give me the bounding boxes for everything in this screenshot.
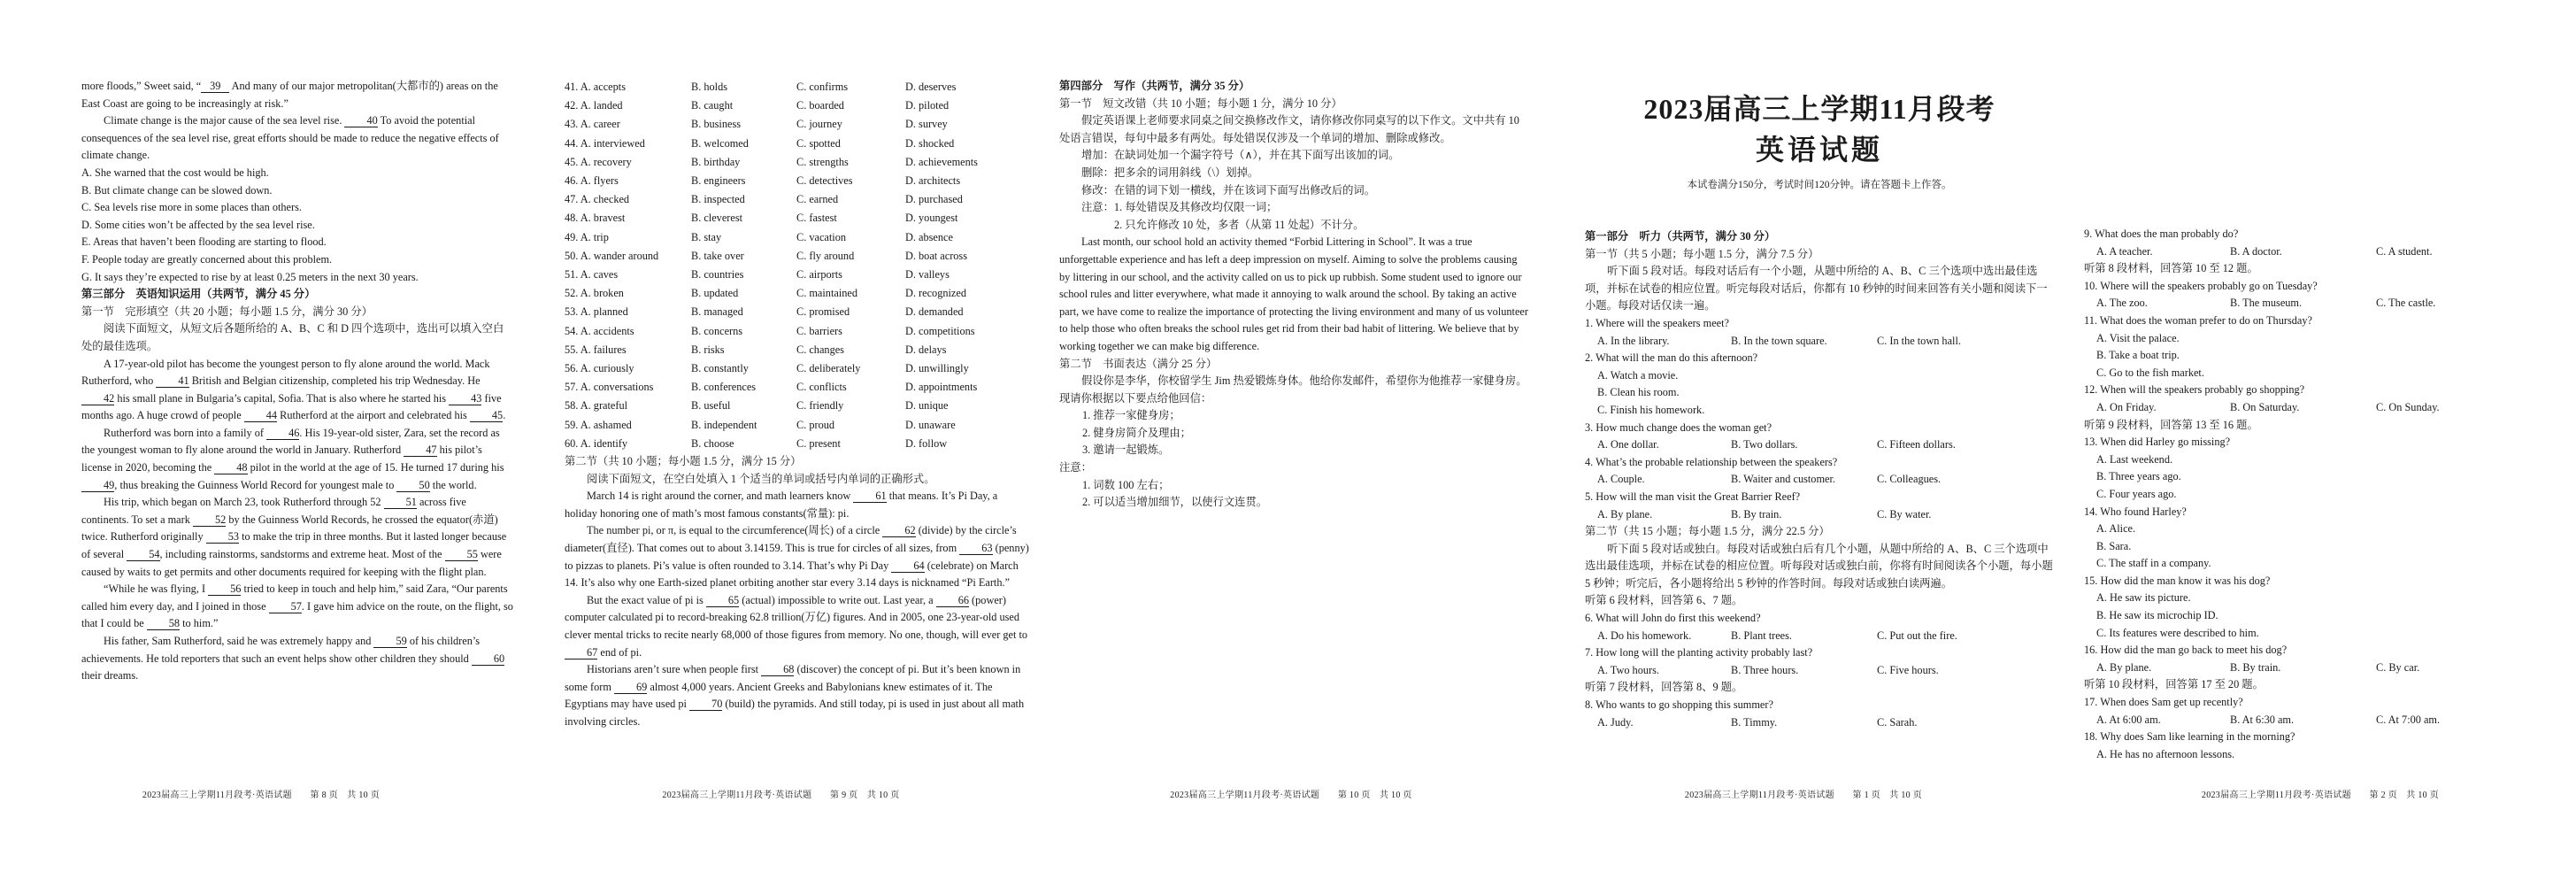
answer-option: A. Couple. [1597, 473, 1645, 486]
blank-39: 39 [201, 80, 229, 93]
cloze-option: D. follow [905, 436, 948, 450]
option-line: A. She warned that the cost would be high. [81, 166, 269, 179]
blank-42: 42 [81, 392, 114, 405]
task-point: 1. 推荐一家健身房； [1082, 409, 1180, 422]
answer-options [2084, 243, 2564, 261]
answer-option: A. Do his homework. [1597, 629, 1692, 642]
blank-57: 57 [269, 600, 302, 613]
cloze-option: B. birthday [691, 155, 741, 168]
section-subheading: 第二节（共 10 小题；每小题 1.5 分，满分 15 分） [565, 455, 802, 468]
cloze-option: D. delays [905, 343, 947, 356]
cloze-option: 48. A. bravest [565, 212, 626, 225]
cloze-option: 47. A. checked [565, 193, 630, 206]
question-group [1585, 610, 2054, 679]
cloze-option: B. stay [691, 230, 722, 243]
answer-option: A. The zoo. [2096, 297, 2148, 310]
question-group [1585, 315, 2054, 523]
cloze-option: D. shocked [905, 136, 955, 150]
answer-option: A. At 6:00 am. [2096, 713, 2161, 726]
cloze-option: C. earned [796, 193, 839, 206]
answer-option: C. Colleagues. [1877, 473, 1942, 486]
cloze-option: B. engineers [691, 174, 746, 188]
rule-line: 2. 只允许修改 10 处，多者（从第 11 处起）不计分。 [1114, 218, 1365, 231]
cloze-option: B. concerns [691, 324, 743, 337]
cloze-option: C. fly around [796, 249, 855, 262]
cloze-option: 41. A. accepts [565, 81, 626, 93]
cloze-option: 59. A. ashamed [565, 418, 632, 431]
question-text: 11. What does the woman prefer to do on Thursday? [2084, 313, 2312, 327]
instructions: 假定英语课上老师要求同桌之间交换修改作文，请你修改你同桌写的以下作文。文中共有 10 处语言错误，每句中最多有两处。每处错误仅涉及一个单词的增加、删除或修改。 [1059, 114, 1519, 144]
question-text: 16. How did the man go back to meet his dog? [2084, 644, 2288, 657]
cloze-option: C. confirms [796, 81, 849, 93]
answer-option: A. On Friday. [2096, 400, 2157, 413]
blank-60: 60 [472, 652, 504, 666]
question-group [2084, 694, 2564, 763]
answer-option: B. Clean his room. [1597, 386, 1680, 399]
blank-68: 68 [761, 663, 794, 676]
cloze-option: 44. A. interviewed [565, 136, 645, 150]
material-label: 听第 10 段材料，回答第 17 至 20 题。 [2084, 678, 2264, 691]
answer-options [1585, 662, 2054, 680]
rule-line: 删除：把多余的词用斜线（\）划掉。 [1081, 166, 1259, 179]
answer-option: A. In the library. [1597, 334, 1670, 347]
section-heading: 第三部分 英语知识运用（共两节，满分 45 分） [81, 288, 316, 301]
cloze-option: B. independent [691, 418, 757, 431]
option-line: E. Areas that haven’t been flooding are starting to flood. [81, 235, 327, 249]
section-subheading: 第一节（共 5 小题；每小题 1.5 分，满分 7.5 分） [1585, 247, 1819, 260]
exam-title: 2023届高三上学期11月段考 [1643, 93, 1995, 125]
cloze-option: C. conflicts [796, 381, 847, 394]
question-text: 6. What will John do first this weekend? [1585, 612, 1761, 625]
cloze-option: 56. A. curiously [565, 362, 634, 375]
blank-64: 64 [891, 559, 924, 573]
answer-options [2084, 712, 2564, 729]
cloze-option: C. maintained [796, 287, 857, 300]
page-footer: 2023届高三上学期11月段考·英语试题 第 8 页 共 10 页 [142, 791, 381, 800]
exam-page-1 [1542, 0, 2065, 887]
answer-option: C. Five hours. [1877, 663, 1939, 676]
passage-line: more floods,” Sweet said, “ 39 And many of our major metropolitan(大都市的) areas on the East Coast are going to be increasingly at risk.” [81, 80, 498, 110]
answer-option: A. Judy. [1597, 715, 1634, 729]
cloze-option: C. boarded [796, 99, 844, 112]
answer-option: C. At 7:00 am. [2376, 713, 2441, 726]
cloze-option: B. conferences [691, 381, 757, 394]
blank-55: 55 [445, 548, 478, 561]
answer-option: A. He has no afternoon lessons. [2096, 747, 2235, 760]
cloze-option: D. appointments [905, 381, 978, 394]
section-heading: 第四部分 写作（共两节，满分 35 分） [1059, 80, 1250, 92]
question-text: 15. How did the man know it was his dog? [2084, 574, 2271, 587]
cloze-option: 54. A. accidents [565, 324, 634, 337]
answer-option: B. Three hours. [1731, 663, 1799, 676]
cloze-option: C. spotted [796, 136, 841, 150]
answer-option: A. A teacher. [2096, 244, 2153, 258]
passage-paragraph: “While he was flying, I 56 tried to keep in touch and help him,” said Zara, “Our parents called him every day, and I joined in those 57. I gave him advice on the route, on the flight, so that I could be 58 to him.” [81, 582, 513, 630]
answer-option: A. Alice. [2096, 522, 2136, 536]
note-line: 2. 可以适当增加细节，以使行文连贯。 [1082, 496, 1268, 509]
cloze-option: C. detectives [796, 174, 853, 188]
blank-63: 63 [959, 542, 992, 555]
exam-page-10 [1040, 0, 1542, 887]
answer-option: B. Sara. [2096, 539, 2132, 552]
option-line: B. But climate change can be slowed down. [81, 183, 273, 197]
cloze-option: B. welcomed [691, 136, 749, 150]
question-text: 9. What does the man probably do? [2084, 228, 2239, 240]
cloze-option: D. unaware [905, 418, 956, 431]
cloze-option: B. take over [691, 249, 744, 262]
cloze-option: C. changes [796, 343, 844, 356]
cloze-option: C. promised [796, 305, 850, 319]
blank-48: 48 [214, 461, 247, 474]
answer-option: C. By car. [2376, 660, 2420, 674]
cloze-option: B. updated [691, 287, 739, 300]
cloze-option: C. fastest [796, 212, 837, 225]
blank-52: 52 [193, 513, 226, 527]
cloze-option: 52. A. broken [565, 287, 624, 300]
answer-option: B. On Saturday. [2230, 400, 2300, 413]
answer-option: C. Go to the fish market. [2096, 366, 2204, 379]
task-point: 2. 健身房简介及理由； [1082, 426, 1191, 439]
material-label: 听第 8 段材料，回答第 10 至 12 题。 [2084, 262, 2258, 275]
question-text: 12. When will the speakers probably go shopping? [2084, 383, 2305, 397]
exam-page-9 [522, 0, 1040, 887]
answer-option: B. The museum. [2230, 297, 2303, 310]
question-text: 8. Who wants to go shopping this summer? [1585, 698, 1773, 712]
answer-options [1585, 628, 2054, 645]
material-label: 听第 9 段材料，回答第 13 至 16 题。 [2084, 418, 2258, 431]
cloze-option: 45. A. recovery [565, 155, 632, 168]
question-text: 17. When does Sam get up recently? [2084, 696, 2243, 709]
blank-43: 43 [449, 392, 481, 405]
cloze-option: D. unique [905, 399, 949, 413]
answer-option: C. Four years ago. [2096, 487, 2177, 500]
blank-53: 53 [206, 530, 239, 544]
answer-option: A. He saw its picture. [2096, 591, 2191, 605]
blank-49: 49 [81, 479, 114, 492]
page-footer: 2023届高三上学期11月段考·英语试题 第 9 页 共 10 页 [662, 791, 900, 800]
cloze-option: C. present [796, 436, 841, 450]
page-footer: 2023届高三上学期11月段考·英语试题 第 1 页 共 10 页 [1684, 791, 1923, 800]
passage-paragraph: The number pi, or π, is equal to the circumference(周长) of a circle 62 (divide) by the circle’s diameter(直径). That comes out to about 3.14159. This is true for circles of all sizes, from 63 (penny) to pizzas to planets. Pi’s value is often rounded to 3.14. That’s why Pi Day 64 (celebrate) on March 14. It’s also why one Earth-sized planet orbiting another star every 3.14 days is nicknamed “Pi Earth.” [565, 524, 1029, 590]
cloze-option: B. choose [691, 436, 734, 450]
passage-paragraph: March 14 is right around the corner, and math learners know 61 that means. It’s Pi Day, a holiday honoring one of math’s most famous constants(常量): pi. [565, 490, 998, 520]
answer-options [1585, 714, 2054, 732]
task-point: 3. 邀请一起锻炼。 [1082, 444, 1170, 457]
cloze-option: B. inspected [691, 193, 745, 206]
cloze-option: B. managed [691, 305, 743, 319]
answer-options [1585, 506, 2054, 524]
question-text: 14. Who found Harley? [2084, 505, 2187, 518]
blank-40: 40 [344, 114, 377, 127]
cloze-option: 55. A. failures [565, 343, 627, 356]
section-subheading: 第一节 短文改错（共 10 小题；每小题 1 分，满分 10 分） [1059, 96, 1342, 110]
cloze-option: C. vacation [796, 230, 847, 243]
blank-69: 69 [614, 681, 647, 694]
cloze-option: D. recognized [905, 287, 966, 300]
answer-option: B. A doctor. [2230, 244, 2282, 258]
cloze-option: B. constantly [691, 362, 749, 375]
cloze-option: 58. A. grateful [565, 399, 628, 413]
cloze-option: 46. A. flyers [565, 174, 619, 188]
cloze-option: D. boat across [905, 249, 968, 262]
question-text: 13. When did Harley go missing? [2084, 436, 2231, 449]
page-footer: 2023届高三上学期11月段考·英语试题 第 2 页 共 10 页 [2201, 791, 2440, 800]
answer-option: C. The staff in a company. [2096, 557, 2211, 570]
passage-paragraph: A 17-year-old pilot has become the youngest person to fly alone around the world. Mack Rutherford, who 41 British and Belgian citizenship, completed his trip Wednesday. He 42 his small plane in Bulgaria’s capital, Sofia. That is also where he started his 43 five months ago. A huge crowd of people 44 Rutherford at the airport and celebrated his 45. [81, 357, 506, 422]
section-subheading: 第二节 书面表达（满分 25 分） [1059, 357, 1218, 370]
answer-option: A. Last weekend. [2096, 452, 2173, 466]
answer-option: C. On Sunday. [2376, 400, 2440, 413]
cloze-option: 60. A. identify [565, 436, 628, 450]
blank-59: 59 [373, 635, 406, 648]
question-group [1585, 697, 2054, 731]
cloze-options-grid [565, 78, 1031, 453]
question-text: 1. Where will the speakers meet? [1585, 316, 1729, 329]
cloze-option: C. barriers [796, 324, 842, 337]
answer-option: B. Plant trees. [1731, 629, 1792, 642]
blank-70: 70 [689, 698, 722, 711]
answer-option: A. By plane. [2096, 660, 2152, 674]
answer-option: C. Its features were described to him. [2096, 626, 2259, 639]
question-text: 3. How much change does the woman get? [1585, 420, 1772, 434]
essay-text: Last month, our school hold an activity themed “Forbid Littering in School”. It was a true unforgettable experience and has left a deep impression on myself. Aiming to solve the problems causing by littering in our school, and the activity called on us to pick up rubbish. Some student used to ignore our school rules and litter everywhere, what made it annoying to walk around the school. By taking an active part, we have come to realize the importance of protecting the living environment and many of us volunteer to help those who often breaks the school rules get rid from their bad habit of littering. We believe that by working together we can make big difference. [1059, 235, 1528, 352]
answer-option: C. Finish his homework. [1597, 403, 1705, 416]
answer-options [1585, 333, 2054, 351]
question-group [2084, 226, 2564, 260]
instructions: 听下面 5 段对话。每段对话后有一个小题，从题中所给的 A、B、C 三个选项中选出最佳选项，并标在试卷的相应位置。听完每段对话后，你都有 10 秒钟的时间来回答有关小题和阅读下一小题。每段对话仅读一遍。 [1585, 265, 2048, 312]
answer-option: B. Waiter and customer. [1731, 473, 1835, 486]
blank-47: 47 [404, 444, 436, 457]
exam-note: 本试卷满分150分，考试时间120分钟。请在答题卡上作答。 [1687, 180, 1952, 190]
blank-66: 66 [936, 594, 969, 607]
cloze-option: B. cleverest [691, 212, 743, 225]
question-text: 10. Where will the speakers probably go on Tuesday? [2084, 279, 2318, 292]
exam-subtitle: 英语试题 [1755, 134, 1883, 166]
blank-51: 51 [384, 496, 417, 509]
blank-54: 54 [127, 548, 159, 561]
cloze-option: D. absence [905, 230, 953, 243]
rule-line: 注意：1. 每处错误及其修改均仅限一词； [1081, 201, 1278, 214]
cloze-option: B. caught [691, 99, 734, 112]
question-group [2084, 278, 2564, 417]
option-line: D. Some cities won’t be affected by the sea level rise. [81, 218, 315, 231]
cloze-option: 50. A. wander around [565, 249, 659, 262]
cloze-option: D. survey [905, 118, 948, 131]
note-line: 1. 词数 100 左右； [1082, 478, 1170, 491]
cloze-option: D. unwillingly [905, 362, 969, 375]
answer-option: C. Sarah. [1877, 715, 1918, 729]
answer-option: B. Three years ago. [2096, 470, 2181, 483]
section-subheading: 第一节 完形填空（共 20 小题；每小题 1.5 分，满分 30 分） [81, 305, 373, 318]
cloze-option: C. friendly [796, 399, 844, 413]
answer-option: A. Visit the palace. [2096, 331, 2180, 344]
exam-page-8 [0, 0, 522, 887]
answer-option: B. Take a boat trip. [2096, 349, 2180, 362]
cloze-option: B. countries [691, 268, 744, 282]
blank-61: 61 [853, 490, 886, 503]
blank-44: 44 [244, 409, 277, 422]
passage-paragraph: But the exact value of pi is 65 (actual) impossible to write out. Last year, a 66 (power) computer calculated pi to record-breaking 62.8 trillion(万亿) figures. And in 2005, one 23-year-old used clever mental tricks to recite nearly 68,000 of those figures from memory. No one, though, will ever get to 67 end of pi. [565, 593, 1028, 659]
cloze-option: C. strengths [796, 155, 849, 168]
cloze-option: 42. A. landed [565, 99, 623, 112]
answer-option: B. Timmy. [1731, 715, 1778, 729]
blank-50: 50 [396, 479, 429, 492]
answer-options [2084, 295, 2564, 312]
question-text: 18. Why does Sam like learning in the morning? [2084, 730, 2295, 744]
cloze-option: D. demanded [905, 305, 964, 319]
cloze-option: C. proud [796, 418, 835, 431]
cloze-option: 43. A. career [565, 118, 620, 131]
answer-option: C. The castle. [2376, 297, 2436, 310]
task-description: 假设你是李华，你校留学生 Jim 热爱锻炼身体。他给你发邮件，希望你为他推荐一家健身房。现请你根据以下要点给他回信： [1059, 374, 1527, 405]
answer-option: B. By train. [1731, 507, 1782, 521]
cloze-option: D. deserves [905, 81, 957, 93]
cloze-option: B. useful [691, 399, 731, 413]
question-text: 7. How long will the planting activity probably last? [1585, 646, 1813, 659]
option-line: F. People today are greatly concerned about this problem. [81, 252, 333, 266]
section-subheading: 第二节（共 15 小题；每小题 1.5 分，满分 22.5 分） [1585, 525, 1830, 538]
material-label: 听第 7 段材料，回答第 8、9 题。 [1585, 681, 1743, 694]
answer-options [1585, 436, 2054, 454]
instructions: 阅读下面短文，从短文后各题所给的 A、B、C 和 D 四个选项中，选出可以填入空白处的最佳选项。 [81, 322, 504, 352]
answer-option: C. Put out the fire. [1877, 629, 1957, 642]
material-label: 听第 6 段材料，回答第 6、7 题。 [1585, 594, 1743, 607]
cloze-option: B. holds [691, 81, 727, 93]
cloze-option: C. deliberately [796, 362, 861, 375]
question-group [2084, 434, 2564, 676]
cloze-option: D. valleys [905, 268, 950, 282]
cloze-option: 51. A. caves [565, 268, 619, 282]
blank-41: 41 [156, 374, 188, 388]
cloze-option: D. piloted [905, 99, 950, 112]
passage-paragraph: Climate change is the major cause of the sea level rise. 40 To avoid the potential consequences of the sea level rise, great efforts should be made to reduce the negative effects of climate change. [81, 114, 499, 162]
instructions: 阅读下面短文，在空白处填入 1 个适当的单词或括号内单词的正确形式。 [587, 472, 935, 485]
answer-options [2084, 399, 2564, 417]
answer-option: C. A student. [2376, 244, 2433, 258]
blank-58: 58 [147, 617, 180, 630]
question-text: 2. What will the man do this afternoon? [1585, 351, 1758, 365]
cloze-option: D. architects [905, 174, 961, 188]
section-heading: 第一部分 听力（共两节，满分 30 分） [1585, 230, 1776, 243]
answer-option: C. In the town hall. [1877, 334, 1961, 347]
question-text: 5. How will the man visit the Great Barrier Reef? [1585, 490, 1801, 503]
blank-46: 46 [266, 427, 299, 440]
cloze-option: D. achievements [905, 155, 978, 168]
passage-paragraph: His trip, which began on March 23, took Rutherford through 52 51 across five continents. To set a mark 52 by the Guinness World Records, he crossed the equator(赤道) twice. Rutherford originally 53 to make the trip in three months. But it lasted longer because of several 54, including rainstorms, sandstorms and extreme heat. Most of the 55 were caused by waits to get permits and other documents required for keeping with the flight plan. [81, 496, 507, 578]
rule-line: 修改：在错的词下划一横线，并在该词下面写出修改后的词。 [1081, 183, 1376, 197]
answer-option: B. By train. [2230, 660, 2281, 674]
cloze-option: B. business [691, 118, 742, 131]
answer-option: B. At 6:30 am. [2230, 713, 2295, 726]
page-footer: 2023届高三上学期11月段考·英语试题 第 10 页 共 10 页 [1170, 791, 1412, 800]
answer-option: C. Fifteen dollars. [1877, 438, 1956, 451]
instructions: 听下面 5 段对话或独白。每段对话或独白后有几个小题，从题中所给的 A、B、C 三个选项中选出最佳选项，并标在试卷的相应位置。听每段对话或独白前，你将有时间阅读各个小题，每小题 5 秒钟；听完后，各小题将给出 5 秒钟的作答时间。每段对话或独白读两遍。 [1585, 542, 2053, 590]
answer-option: A. By plane. [1597, 507, 1653, 521]
rule-line: 增加：在缺词处加一个漏字符号（∧），并在其下面写出该加的词。 [1081, 149, 1400, 162]
answer-option: A. One dollar. [1597, 438, 1659, 451]
passage-paragraph: His father, Sam Rutherford, said he was extremely happy and 59 of his children’s achievements. He told reporters that such an event helps show other children they should 60 their dreams. [81, 635, 505, 683]
blank-67: 67 [565, 646, 597, 659]
answer-option: B. Two dollars. [1731, 438, 1798, 451]
blank-56: 56 [208, 582, 241, 596]
cloze-option: 53. A. planned [565, 305, 628, 319]
answer-option: B. He saw its microchip ID. [2096, 609, 2218, 622]
question-text: 4. What’s the probable relationship between the speakers? [1585, 455, 1838, 468]
answer-option: C. By water. [1877, 507, 1932, 521]
passage-paragraph: Rutherford was born into a family of 46. His 19-year-old sister, Zara, set the record as the youngest woman to fly alone around the world in January. Rutherford 47 his pilot’s license in 2020, becoming the 48 pilot in the world at the age of 15. He turned 17 during his 49, thus breaking the Guinness World Record for youngest male to 50 the world. [81, 426, 504, 491]
cloze-option: D. competitions [905, 324, 975, 337]
blank-65: 65 [706, 594, 739, 607]
cloze-option: D. youngest [905, 212, 958, 225]
cloze-option: D. purchased [905, 193, 963, 206]
option-line: G. It says they’re expected to rise by at least 0.25 meters in the next 30 years. [81, 270, 419, 283]
note-label: 注意： [1059, 461, 1092, 474]
answer-option: B. In the town square. [1731, 334, 1827, 347]
cloze-option: 57. A. conversations [565, 381, 654, 394]
blank-62: 62 [882, 524, 915, 537]
cloze-option: C. airports [796, 268, 842, 282]
answer-options [1585, 471, 2054, 489]
answer-option: A. Two hours. [1597, 663, 1659, 676]
answer-options [2084, 659, 2564, 677]
blank-45: 45 [470, 409, 503, 422]
cloze-option: B. risks [691, 343, 725, 356]
cloze-option: 49. A. trip [565, 230, 609, 243]
option-line: C. Sea levels rise more in some places than others. [81, 201, 302, 214]
cloze-option: C. journey [796, 118, 842, 131]
exam-page-2 [2065, 0, 2576, 887]
passage-paragraph: Historians aren’t sure when people first 68 (discover) the concept of pi. But it’s been known in some form 69 almost 4,000 years. Ancient Greeks and Babylonians knew estimates of it. The Egyptians may have used pi 70 (build) the pyramids. And still today, pi is used in just about all math involving circles. [565, 663, 1025, 728]
answer-option: A. Watch a movie. [1597, 368, 1679, 382]
